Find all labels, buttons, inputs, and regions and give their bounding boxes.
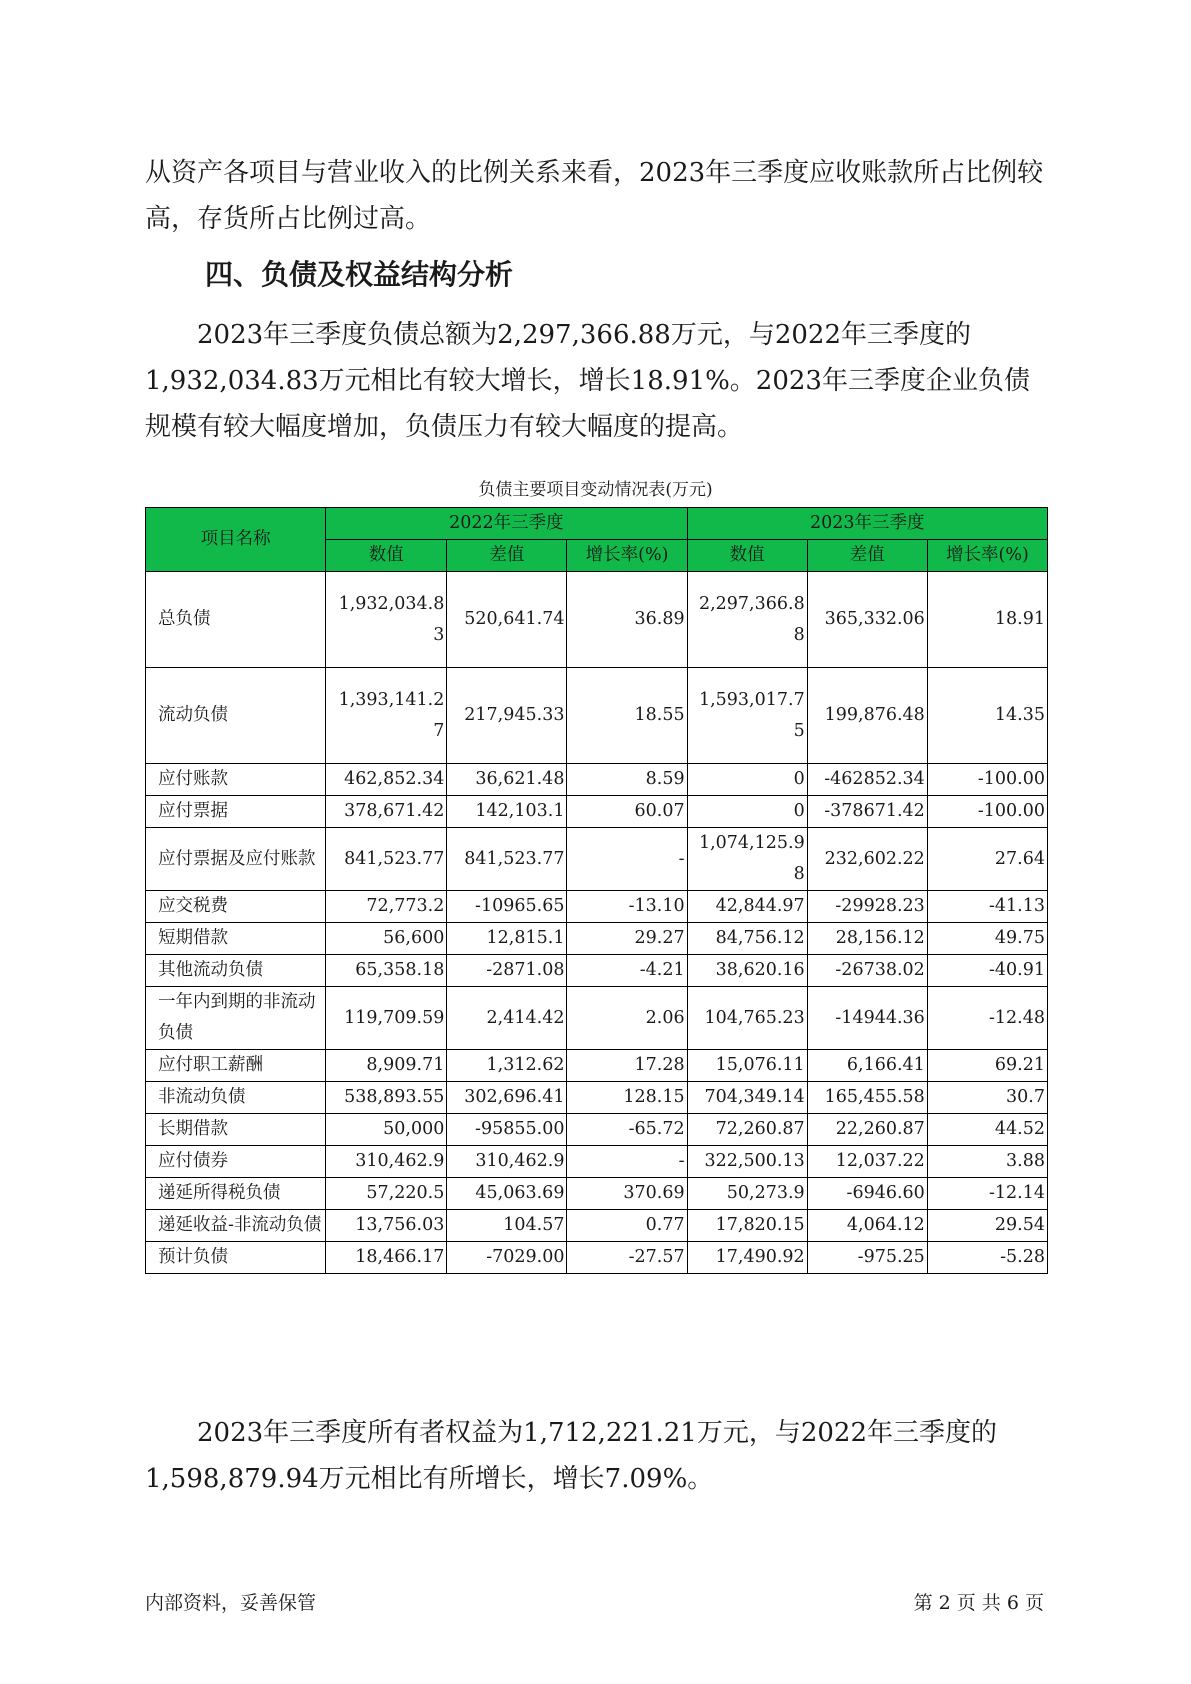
cell-growth-2022: 2.06 — [567, 987, 687, 1050]
table-row — [146, 796, 1048, 828]
cell-value-2022: 310,462.9 — [326, 1146, 447, 1178]
cell-diff-2022: 1,312.62 — [447, 1050, 567, 1082]
cell-growth-2022: 0.77 — [567, 1210, 687, 1242]
table-caption: 负债主要项目变动情况表(万元) — [478, 480, 713, 500]
cell-diff-2023: -6946.60 — [807, 1178, 927, 1210]
table-row — [146, 1082, 1048, 1114]
row-item-name: 应付职工薪酬 — [146, 1050, 326, 1082]
cell-diff-2022: 217,945.33 — [447, 668, 567, 764]
row-item-name: 流动负债 — [146, 668, 326, 764]
cell-growth-2022: 8.59 — [567, 764, 687, 796]
cell-value-2023: 0 — [687, 764, 807, 796]
equity-summary-paragraph: 2023年三季度所有者权益为1,712,221.21万元，与2022年三季度的1,598,879.94万元相比有所增长，增长7.09%。 — [145, 1418, 998, 1494]
table-row — [146, 1242, 1048, 1274]
intro-paragraph: 从资产各项目与营业收入的比例关系来看，2023年三季度应收账款所占比例较高，存货所占比例过高。 — [145, 158, 1044, 234]
cell-value-2022: 13,756.03 — [326, 1210, 447, 1242]
header-item-name: 项目名称 — [146, 508, 326, 572]
row-item-name: 长期借款 — [146, 1114, 326, 1146]
table-row — [146, 891, 1048, 923]
table-row — [146, 1178, 1048, 1210]
row-item-name: 应付债券 — [146, 1146, 326, 1178]
cell-value-2023: 72,260.87 — [687, 1114, 807, 1146]
cell-diff-2022: 12,815.1 — [447, 923, 567, 955]
cell-value-2023: 1,593,017.75 — [687, 668, 807, 764]
cell-growth-2022: 17.28 — [567, 1050, 687, 1082]
row-item-name: 短期借款 — [146, 923, 326, 955]
liability-table — [145, 507, 1048, 1274]
cell-diff-2023: 22,260.87 — [807, 1114, 927, 1146]
table-row — [146, 955, 1048, 987]
cell-growth-2023: -12.48 — [927, 987, 1047, 1050]
cell-value-2022: 1,932,034.83 — [326, 572, 447, 668]
cell-growth-2023: -40.91 — [927, 955, 1047, 987]
cell-growth-2022: - — [567, 1146, 687, 1178]
cell-diff-2022: 310,462.9 — [447, 1146, 567, 1178]
header-growth-2022: 增长率(%) — [567, 540, 687, 572]
table-row — [146, 572, 1048, 668]
cell-growth-2023: 30.7 — [927, 1082, 1047, 1114]
cell-growth-2023: 18.91 — [927, 572, 1047, 668]
cell-growth-2023: 14.35 — [927, 668, 1047, 764]
cell-value-2022: 378,671.42 — [326, 796, 447, 828]
header-diff-2022: 差值 — [447, 540, 567, 572]
cell-growth-2022: 36.89 — [567, 572, 687, 668]
cell-value-2022: 538,893.55 — [326, 1082, 447, 1114]
table-row — [146, 1114, 1048, 1146]
cell-value-2023: 42,844.97 — [687, 891, 807, 923]
cell-diff-2022: 520,641.74 — [447, 572, 567, 668]
cell-value-2023: 84,756.12 — [687, 923, 807, 955]
cell-value-2022: 18,466.17 — [326, 1242, 447, 1274]
cell-growth-2023: 27.64 — [927, 828, 1047, 891]
cell-value-2022: 1,393,141.27 — [326, 668, 447, 764]
table-row — [146, 828, 1048, 891]
cell-diff-2022: -95855.00 — [447, 1114, 567, 1146]
cell-value-2023: 104,765.23 — [687, 987, 807, 1050]
cell-diff-2023: -462852.34 — [807, 764, 927, 796]
cell-growth-2022: -27.57 — [567, 1242, 687, 1274]
cell-diff-2022: 45,063.69 — [447, 1178, 567, 1210]
cell-growth-2022: 29.27 — [567, 923, 687, 955]
cell-growth-2023: -100.00 — [927, 764, 1047, 796]
footer-page-number: 第 2 页 共 6 页 — [913, 1592, 1044, 1614]
header-period-2023: 2023年三季度 — [687, 508, 1047, 540]
cell-diff-2023: 165,455.58 — [807, 1082, 927, 1114]
cell-value-2023: 17,820.15 — [687, 1210, 807, 1242]
header-growth-2023: 增长率(%) — [927, 540, 1047, 572]
cell-growth-2023: 49.75 — [927, 923, 1047, 955]
cell-value-2023: 1,074,125.98 — [687, 828, 807, 891]
cell-growth-2023: 69.21 — [927, 1050, 1047, 1082]
row-item-name: 应付账款 — [146, 764, 326, 796]
cell-value-2023: 38,620.16 — [687, 955, 807, 987]
table-row — [146, 1050, 1048, 1082]
table-row — [146, 1146, 1048, 1178]
table-row — [146, 987, 1048, 1050]
cell-growth-2023: -100.00 — [927, 796, 1047, 828]
cell-diff-2022: -7029.00 — [447, 1242, 567, 1274]
table-body — [146, 572, 1048, 1274]
table-row — [146, 764, 1048, 796]
row-item-name: 应付票据 — [146, 796, 326, 828]
liability-summary-paragraph: 2023年三季度负债总额为2,297,366.88万元，与2022年三季度的1,932,034.83万元相比有较大增长，增长18.91%。2023年三季度企业负债规模有较大幅度增加，负债压力有较大幅度的提高。 — [145, 320, 1030, 442]
cell-growth-2023: 29.54 — [927, 1210, 1047, 1242]
cell-growth-2023: -12.14 — [927, 1178, 1047, 1210]
cell-value-2022: 65,358.18 — [326, 955, 447, 987]
row-item-name: 应交税费 — [146, 891, 326, 923]
cell-value-2023: 704,349.14 — [687, 1082, 807, 1114]
header-value-2022: 数值 — [326, 540, 447, 572]
cell-diff-2022: 36,621.48 — [447, 764, 567, 796]
row-item-name: 应付票据及应付账款 — [146, 828, 326, 891]
cell-diff-2022: -10965.65 — [447, 891, 567, 923]
cell-growth-2023: 44.52 — [927, 1114, 1047, 1146]
header-value-2023: 数值 — [687, 540, 807, 572]
cell-growth-2022: 60.07 — [567, 796, 687, 828]
cell-diff-2022: 302,696.41 — [447, 1082, 567, 1114]
row-item-name: 递延所得税负债 — [146, 1178, 326, 1210]
cell-growth-2022: -13.10 — [567, 891, 687, 923]
cell-value-2023: 17,490.92 — [687, 1242, 807, 1274]
cell-value-2023: 2,297,366.88 — [687, 572, 807, 668]
cell-growth-2022: 18.55 — [567, 668, 687, 764]
row-item-name: 非流动负债 — [146, 1082, 326, 1114]
table-row — [146, 668, 1048, 764]
cell-value-2023: 15,076.11 — [687, 1050, 807, 1082]
cell-diff-2023: 199,876.48 — [807, 668, 927, 764]
cell-value-2022: 119,709.59 — [326, 987, 447, 1050]
cell-value-2022: 56,600 — [326, 923, 447, 955]
cell-diff-2023: 12,037.22 — [807, 1146, 927, 1178]
table-row — [146, 1210, 1048, 1242]
cell-diff-2023: 232,602.22 — [807, 828, 927, 891]
footer-confidential: 内部资料，妥善保管 — [145, 1592, 317, 1614]
cell-diff-2022: 104.57 — [447, 1210, 567, 1242]
cell-growth-2023: 3.88 — [927, 1146, 1047, 1178]
cell-growth-2022: 370.69 — [567, 1178, 687, 1210]
row-item-name: 预计负债 — [146, 1242, 326, 1274]
row-item-name: 递延收益-非流动负债 — [146, 1210, 326, 1242]
cell-diff-2023: -975.25 — [807, 1242, 927, 1274]
cell-diff-2023: -378671.42 — [807, 796, 927, 828]
cell-diff-2023: 365,332.06 — [807, 572, 927, 668]
cell-diff-2022: 2,414.42 — [447, 987, 567, 1050]
cell-value-2023: 50,273.9 — [687, 1178, 807, 1210]
row-item-name: 其他流动负债 — [146, 955, 326, 987]
cell-growth-2022: -4.21 — [567, 955, 687, 987]
cell-diff-2023: -14944.36 — [807, 987, 927, 1050]
cell-diff-2023: 4,064.12 — [807, 1210, 927, 1242]
cell-growth-2023: -5.28 — [927, 1242, 1047, 1274]
cell-growth-2022: - — [567, 828, 687, 891]
cell-diff-2023: -26738.02 — [807, 955, 927, 987]
cell-diff-2022: 142,103.1 — [447, 796, 567, 828]
cell-value-2022: 462,852.34 — [326, 764, 447, 796]
header-period-2022: 2022年三季度 — [326, 508, 687, 540]
cell-value-2022: 50,000 — [326, 1114, 447, 1146]
table-header — [146, 508, 1048, 572]
cell-growth-2023: -41.13 — [927, 891, 1047, 923]
table-row — [146, 923, 1048, 955]
cell-value-2022: 57,220.5 — [326, 1178, 447, 1210]
cell-value-2022: 841,523.77 — [326, 828, 447, 891]
section-heading: 四、负债及权益结构分析 — [205, 258, 514, 291]
row-item-name: 总负债 — [146, 572, 326, 668]
cell-value-2023: 322,500.13 — [687, 1146, 807, 1178]
cell-diff-2022: -2871.08 — [447, 955, 567, 987]
row-item-name: 一年内到期的非流动负债 — [146, 987, 326, 1050]
header-diff-2023: 差值 — [807, 540, 927, 572]
cell-value-2022: 8,909.71 — [326, 1050, 447, 1082]
cell-diff-2023: 6,166.41 — [807, 1050, 927, 1082]
cell-growth-2022: -65.72 — [567, 1114, 687, 1146]
cell-diff-2023: 28,156.12 — [807, 923, 927, 955]
cell-diff-2022: 841,523.77 — [447, 828, 567, 891]
cell-diff-2023: -29928.23 — [807, 891, 927, 923]
cell-growth-2022: 128.15 — [567, 1082, 687, 1114]
cell-value-2023: 0 — [687, 796, 807, 828]
cell-value-2022: 72,773.2 — [326, 891, 447, 923]
